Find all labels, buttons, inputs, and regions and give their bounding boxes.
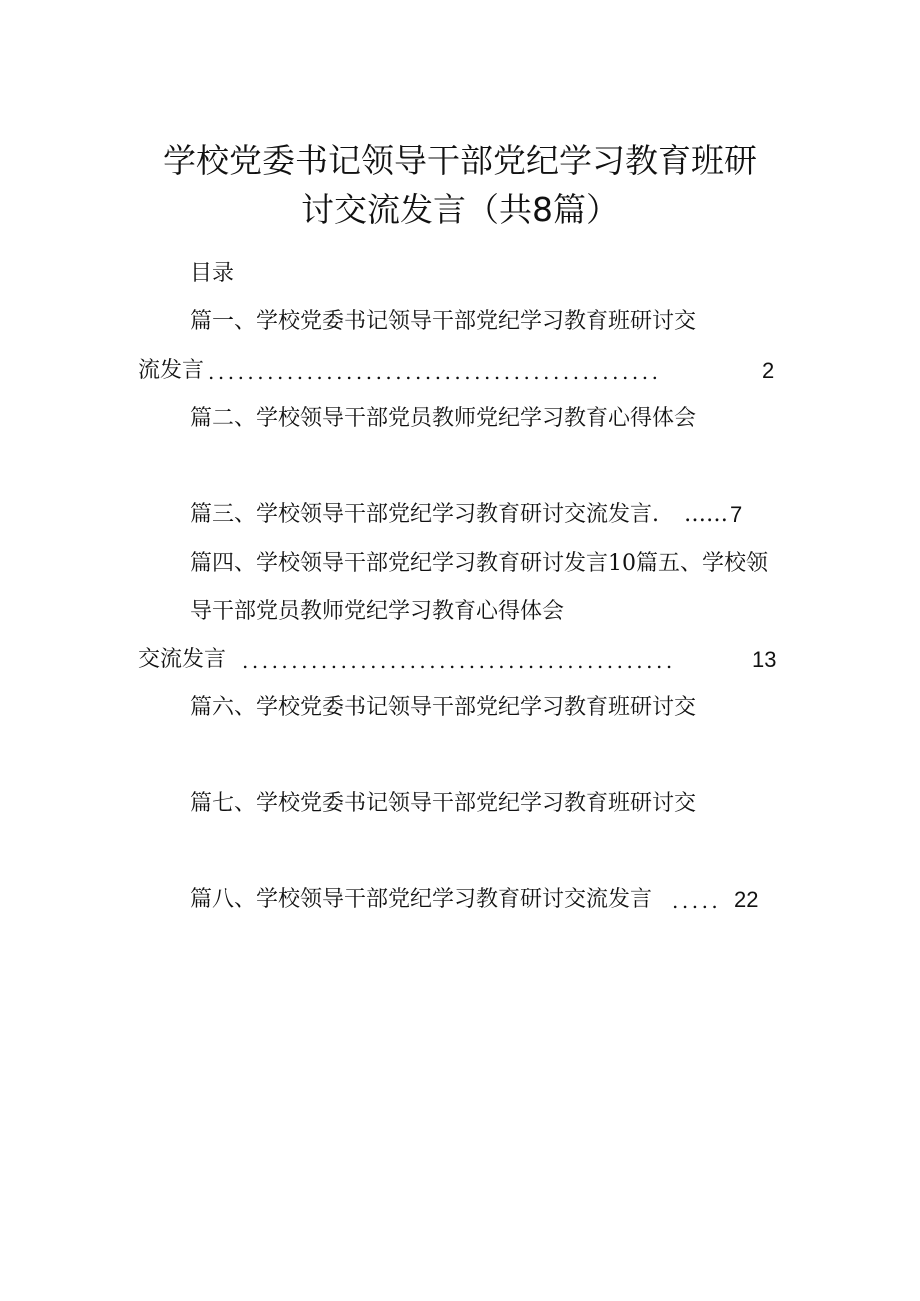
toc-entry-4-line-1: 篇四、学校领导干部党纪学习教育研讨发言10篇五、学校领 [190, 551, 768, 576]
toc-entry-1-page-number: 2 [762, 358, 775, 383]
toc-entry-5-leaders: ............................................ [242, 649, 676, 673]
toc-entry-1-line-1: 篇一、学校党委书记领导干部党纪学习教育班研讨交 [190, 309, 697, 334]
toc-entry-8-page-number: 22 [734, 887, 759, 912]
document-title-line-2: 讨交流发言（共8篇） [301, 190, 619, 229]
toc-entry-3-page-number: 7 [730, 502, 743, 527]
document-title-line-1: 学校党委书记领导干部党纪学习教育班研 [163, 141, 757, 180]
toc-entry-2: 篇二、学校领导干部党员教师党纪学习教育心得体会 [190, 406, 697, 431]
toc-entry-4-line-2: 导干部党员教师党纪学习教育心得体会 [190, 599, 565, 624]
toc-entry-1-line-2: 流发言 [138, 358, 205, 383]
toc-entry-5-line-3: 交流发言 [138, 647, 227, 672]
toc-entry-5-page-number: 13 [752, 647, 777, 672]
toc-entry-1-leaders: .............................................. [208, 360, 662, 384]
toc-entry-6: 篇六、学校党委书记领导干部党纪学习教育班研讨交 [190, 695, 697, 720]
toc-entry-7: 篇七、学校党委书记领导干部党纪学习教育班研讨交 [190, 791, 697, 816]
toc-entry-3: 篇三、学校领导干部党纪学习教育研讨交流发言. [190, 502, 659, 527]
toc-entry-3-leaders: …… [684, 502, 728, 527]
toc-entry-8-leaders: ..... [672, 889, 722, 913]
toc-entry-8: 篇八、学校领导干部党纪学习教育研讨交流发言 [190, 887, 653, 912]
toc-heading: 目录 [190, 261, 235, 286]
